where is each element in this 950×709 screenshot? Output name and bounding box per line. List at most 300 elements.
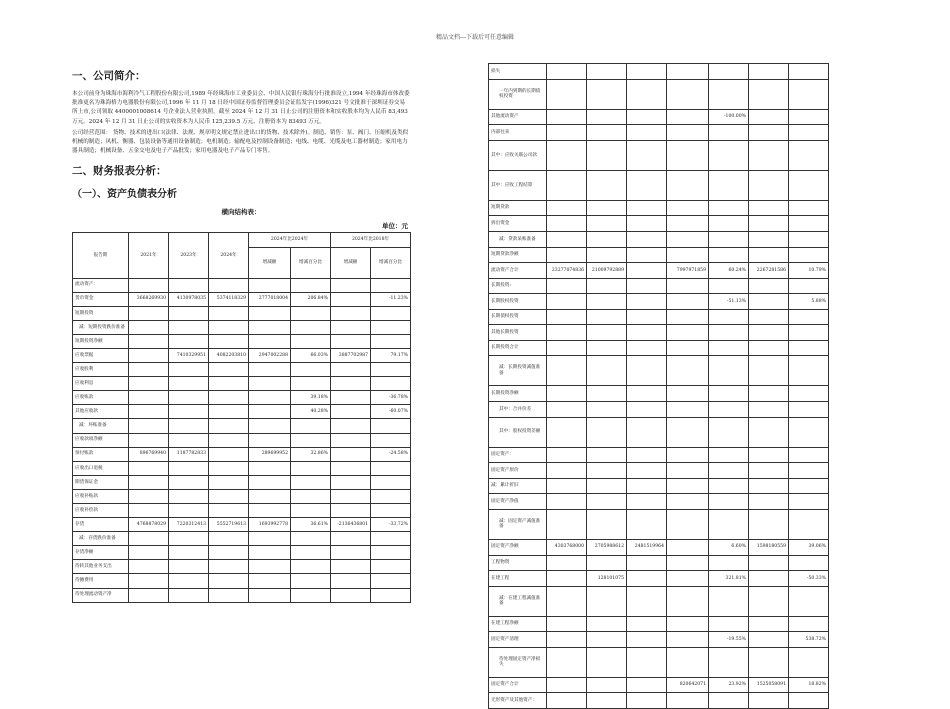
table-cell — [169, 306, 209, 320]
table-cell — [709, 79, 749, 109]
header-change-percent: 增减百分比 — [371, 247, 411, 278]
table-cell — [547, 586, 587, 616]
table-cell: -2136436801 — [331, 518, 371, 532]
table-cell — [789, 170, 829, 200]
row-label: 短期投资净额 — [73, 334, 129, 348]
row-label: 固定资产清理 — [489, 632, 547, 648]
table-cell — [667, 309, 709, 325]
row-label: 应收票据 — [73, 348, 129, 362]
table-cell — [331, 405, 371, 419]
table-cell — [547, 447, 587, 463]
table-row — [73, 447, 411, 461]
table-cell: 2777018004 — [249, 292, 291, 306]
table-cell — [331, 320, 371, 334]
header-period: 报告期 — [73, 233, 129, 278]
table-cell — [129, 461, 169, 475]
business-scope-paragraph: 公司经营范围： 货物、技术的进出口(法律、法规、规章明文规定禁止进出口的货物、技术除外)。制造、销售：泵、阀门、压缩机及类似机械的制造；风机、衡器、包装设备等通用设备制造；电机制造；输配电及控制设备制造；电线、电缆、光缆及电工器材制造；家用电力器具制造；机械设备、五金交电及电子产品批发；家用电器及电子产品专门零售。 — [72, 129, 409, 155]
table-cell — [749, 232, 789, 248]
table-row — [73, 588, 411, 602]
table-cell — [587, 677, 627, 693]
table-cell — [627, 586, 667, 616]
table-cell — [749, 616, 789, 632]
table-cell: 3887702987 — [331, 348, 371, 362]
table-cell — [749, 494, 789, 510]
table-cell — [331, 419, 371, 433]
table-cell — [587, 340, 627, 356]
section-title-financial: 二、财务报表分析： — [72, 165, 167, 178]
row-label: 在建工程 — [489, 571, 547, 587]
table-cell — [749, 447, 789, 463]
section-title-company: 一、公司简介： — [72, 70, 146, 82]
table-cell — [169, 419, 209, 433]
table-cell — [587, 64, 627, 80]
table-cell — [709, 509, 749, 539]
table-cell — [547, 125, 587, 141]
table-cell — [129, 433, 169, 447]
table-cell: 21009792889 — [587, 263, 627, 279]
table-cell — [371, 574, 411, 588]
row-label: 应收出口退税 — [73, 461, 129, 475]
table-cell: 7220312413 — [169, 518, 209, 532]
row-label: 减：存货跌价准备 — [73, 532, 129, 546]
table-cell: 79.17% — [371, 348, 411, 362]
table-cell — [547, 109, 587, 125]
row-label: 损失 — [489, 64, 547, 80]
table-cell — [709, 247, 749, 263]
table-cell — [749, 64, 789, 80]
table-cell — [627, 278, 667, 294]
table-cell: 896769940 — [129, 447, 169, 461]
table-cell: 66.03% — [291, 348, 331, 362]
table-cell — [627, 200, 667, 216]
table-cell — [209, 546, 249, 560]
table-cell — [587, 109, 627, 125]
table-cell — [249, 560, 291, 574]
table-cell — [547, 693, 587, 709]
table-cell — [709, 478, 749, 494]
row-label: 减：累计折旧 — [489, 478, 547, 494]
table-cell — [371, 334, 411, 348]
table-cell — [291, 377, 331, 391]
row-label: 其中：合并价差 — [489, 402, 547, 418]
table-cell — [627, 417, 667, 447]
table-cell — [587, 447, 627, 463]
row-label: 预付账款 — [73, 447, 129, 461]
table-cell — [587, 463, 627, 479]
table-cell — [709, 200, 749, 216]
table-cell — [749, 109, 789, 125]
table-cell — [209, 489, 249, 503]
header-change-amount: 增减额 — [331, 247, 371, 278]
row-label: 其他流动资产 — [489, 109, 547, 125]
table-row — [489, 386, 829, 402]
table-row — [73, 320, 411, 334]
table-cell — [331, 447, 371, 461]
table-cell — [547, 494, 587, 510]
table-cell — [371, 306, 411, 320]
table-cell: 4130978035 — [169, 292, 209, 306]
table-cell — [129, 504, 169, 518]
table-cell — [209, 334, 249, 348]
table-cell: 2947002288 — [249, 348, 291, 362]
table-cell — [709, 325, 749, 341]
left-column — [72, 68, 410, 603]
table-cell — [331, 292, 371, 306]
table-row — [489, 263, 829, 279]
table-cell — [789, 340, 829, 356]
table-cell — [749, 278, 789, 294]
row-label: 待摊费用 — [73, 574, 129, 588]
table-cell — [667, 140, 709, 170]
table-cell — [789, 616, 829, 632]
table-cell: 5.88% — [789, 294, 829, 310]
table-cell — [547, 509, 587, 539]
table-cell — [789, 325, 829, 341]
row-label: 减：坏账准备 — [73, 419, 129, 433]
table-row — [489, 109, 829, 125]
table-row — [489, 200, 829, 216]
table-cell — [789, 140, 829, 170]
table-cell — [709, 616, 749, 632]
table-cell — [587, 140, 627, 170]
table-cell — [587, 417, 627, 447]
table-row — [489, 340, 829, 356]
table-cell — [709, 386, 749, 402]
table-cell — [129, 348, 169, 362]
table-cell — [129, 278, 169, 292]
table-cell — [789, 509, 829, 539]
table-cell: 3668269930 — [129, 292, 169, 306]
table-cell — [627, 79, 667, 109]
table-cell — [709, 232, 749, 248]
table-cell — [209, 447, 249, 461]
table-cell: 4303768000 — [547, 539, 587, 555]
table-row — [489, 463, 829, 479]
table-cell — [749, 340, 789, 356]
table-cell — [709, 463, 749, 479]
table-cell: 60.24% — [709, 263, 749, 279]
table-cell — [371, 489, 411, 503]
table-cell — [371, 588, 411, 602]
table-cell — [209, 574, 249, 588]
table-cell — [587, 356, 627, 386]
table-cell — [627, 447, 667, 463]
table-cell: 4082203810 — [209, 348, 249, 362]
table-cell — [169, 405, 209, 419]
table-cell: 128101075 — [587, 571, 627, 587]
table-cell: 7997971859 — [667, 263, 709, 279]
table-cell — [291, 363, 331, 377]
table-cell — [547, 64, 587, 80]
row-label: 期货保证金 — [73, 475, 129, 489]
table-cell: -51.13% — [709, 294, 749, 310]
row-label: 长期投资: — [489, 278, 547, 294]
table-cell — [291, 334, 331, 348]
header-2021: 2021年 — [129, 233, 169, 278]
table-cell — [667, 509, 709, 539]
table-cell — [709, 216, 749, 232]
table-cell — [627, 340, 667, 356]
header-group-1: 2024年比2024年 — [249, 233, 331, 247]
table-cell: 6.60% — [709, 539, 749, 555]
table-cell — [209, 588, 249, 602]
table-cell — [749, 309, 789, 325]
table-cell — [129, 391, 169, 405]
table-cell — [627, 232, 667, 248]
table-cell — [667, 170, 709, 200]
table-cell — [547, 140, 587, 170]
table-cell: 40.28% — [291, 405, 331, 419]
table-cell — [587, 647, 627, 677]
table-cell — [627, 494, 667, 510]
table-cell — [749, 555, 789, 571]
table-cell — [709, 309, 749, 325]
table-cell: 10.79% — [789, 263, 829, 279]
table-cell — [667, 571, 709, 587]
table-cell — [547, 340, 587, 356]
table-cell — [627, 616, 667, 632]
table-cell — [627, 386, 667, 402]
table-cell — [667, 463, 709, 479]
table-cell — [667, 402, 709, 418]
table-cell — [331, 391, 371, 405]
table-cell — [169, 532, 209, 546]
table-cell — [169, 574, 209, 588]
table-cell: 1187782833 — [169, 447, 209, 461]
row-label: 长期投资合计 — [489, 340, 547, 356]
table-cell — [129, 532, 169, 546]
table-cell — [709, 64, 749, 80]
table-cell: -24.58% — [371, 447, 411, 461]
table-cell — [749, 586, 789, 616]
table-cell — [547, 463, 587, 479]
table-row — [489, 616, 829, 632]
table-cell — [789, 417, 829, 447]
table-cell — [547, 278, 587, 294]
table-cell — [331, 306, 371, 320]
table-cell — [587, 125, 627, 141]
table-cell: 36.61% — [291, 518, 331, 532]
table-cell — [709, 447, 749, 463]
table-cell — [627, 64, 667, 80]
table-cell — [291, 546, 331, 560]
table-cell — [749, 125, 789, 141]
table-cell — [169, 560, 209, 574]
table-cell — [749, 463, 789, 479]
table-cell — [789, 309, 829, 325]
table-cell — [129, 560, 169, 574]
table-cell: 2267281586 — [749, 263, 789, 279]
table-cell — [789, 693, 829, 709]
table-cell — [667, 356, 709, 386]
table-cell — [667, 64, 709, 80]
table-cell — [249, 461, 291, 475]
row-label: 应收账款 — [73, 391, 129, 405]
table-cell — [249, 419, 291, 433]
table-cell — [331, 532, 371, 546]
table-cell — [627, 632, 667, 648]
table-row — [73, 363, 411, 377]
balance-sheet-table-right — [488, 63, 829, 709]
table-cell — [169, 504, 209, 518]
table-row — [73, 405, 411, 419]
table-row — [489, 402, 829, 418]
table-cell — [371, 532, 411, 546]
table-cell: -33.72% — [371, 518, 411, 532]
table-cell: 39.18% — [291, 391, 331, 405]
table-cell — [789, 232, 829, 248]
table-cell — [667, 294, 709, 310]
table-cell — [209, 461, 249, 475]
table-cell — [627, 463, 667, 479]
table-row — [489, 478, 829, 494]
table-cell — [749, 170, 789, 200]
table-cell — [209, 278, 249, 292]
table-cell — [667, 247, 709, 263]
table-cell — [789, 586, 829, 616]
table-cell — [587, 247, 627, 263]
table-cell — [709, 693, 749, 709]
table-cell — [169, 334, 209, 348]
table-cell — [627, 356, 667, 386]
table-cell — [129, 363, 169, 377]
table-cell — [249, 391, 291, 405]
table-cell — [709, 125, 749, 141]
table-cell — [749, 356, 789, 386]
table-cell — [129, 334, 169, 348]
table-cell — [249, 320, 291, 334]
table-cell — [789, 278, 829, 294]
table-cell — [587, 294, 627, 310]
table-cell — [209, 377, 249, 391]
table-cell — [789, 356, 829, 386]
table-cell — [547, 170, 587, 200]
table-cell — [749, 693, 789, 709]
table-cell — [331, 461, 371, 475]
table-cell — [749, 294, 789, 310]
row-label: 应收补偿款 — [73, 504, 129, 518]
unit-label: 单位：元 — [382, 222, 408, 231]
table-row — [489, 356, 829, 386]
row-label: 应收股利 — [73, 363, 129, 377]
row-label: 其他长期投资 — [489, 325, 547, 341]
table-cell — [547, 200, 587, 216]
table-row — [73, 504, 411, 518]
table-cell — [331, 334, 371, 348]
table-cell — [547, 232, 587, 248]
table-cell — [789, 216, 829, 232]
table-cell — [627, 140, 667, 170]
table-cell — [789, 109, 829, 125]
balance-sheet-table-left — [72, 232, 411, 602]
table-cell — [709, 494, 749, 510]
table-cell — [627, 263, 667, 279]
table-cell — [291, 306, 331, 320]
table-cell — [789, 555, 829, 571]
table-cell: 23277074836 — [547, 263, 587, 279]
table-cell — [789, 125, 829, 141]
table-cell: 206.84% — [291, 292, 331, 306]
table-cell — [587, 386, 627, 402]
table-cell — [129, 306, 169, 320]
table-cell — [371, 320, 411, 334]
table-cell — [547, 647, 587, 677]
table-cell — [169, 391, 209, 405]
table-cell — [709, 402, 749, 418]
table-cell — [667, 386, 709, 402]
table-cell — [169, 588, 209, 602]
table-cell — [129, 320, 169, 334]
row-label: 长期股权投资 — [489, 294, 547, 310]
row-label: 待转其他业务支出 — [73, 560, 129, 574]
table-cell — [209, 306, 249, 320]
table-cell — [331, 363, 371, 377]
table-cell — [749, 647, 789, 677]
table-cell — [371, 278, 411, 292]
table-cell — [291, 504, 331, 518]
table-cell — [789, 478, 829, 494]
table-cell — [709, 356, 749, 386]
table-cell — [789, 247, 829, 263]
table-cell — [587, 478, 627, 494]
table-row — [489, 693, 829, 709]
table-cell — [209, 532, 249, 546]
table-cell — [749, 509, 789, 539]
table-cell — [667, 647, 709, 677]
subsection-title-balance-sheet: （一）、资产负债表分析 — [72, 189, 177, 201]
table-cell — [547, 216, 587, 232]
table-cell — [627, 294, 667, 310]
table-cell — [371, 419, 411, 433]
table-cell — [129, 574, 169, 588]
page-header: 精品文档---下载后可任意编辑 — [435, 34, 515, 41]
table-cell — [547, 325, 587, 341]
row-label: 长期投资净额 — [489, 386, 547, 402]
row-label: 其中：应收工程结算 — [489, 170, 547, 200]
row-label: 固定资产合计 — [489, 677, 547, 693]
row-label: 其他应收款 — [73, 405, 129, 419]
table-cell — [249, 532, 291, 546]
row-label: 固定资产净额 — [489, 539, 547, 555]
table-cell — [331, 546, 371, 560]
table-cell — [627, 170, 667, 200]
table-cell — [667, 109, 709, 125]
table-row — [73, 348, 411, 362]
row-label: 减：在建工程减值准备 — [489, 586, 547, 616]
table-cell — [627, 478, 667, 494]
row-label: 减：长期投资减值准备 — [489, 356, 547, 386]
table-cell — [587, 278, 627, 294]
table-row — [489, 571, 829, 587]
table-cell — [249, 588, 291, 602]
table-cell — [371, 504, 411, 518]
table-cell — [789, 402, 829, 418]
table-cell — [667, 478, 709, 494]
table-cell — [667, 693, 709, 709]
table-cell — [709, 647, 749, 677]
table-cell — [627, 677, 667, 693]
table-cell — [749, 632, 789, 648]
table-cell — [587, 555, 627, 571]
table-cell — [547, 417, 587, 447]
table-cell — [667, 232, 709, 248]
table-cell — [587, 402, 627, 418]
table-cell: -11.23% — [371, 292, 411, 306]
table-cell — [789, 386, 829, 402]
table-cell — [371, 433, 411, 447]
table-cell — [667, 79, 709, 109]
row-label: 减：贷款呆账准备 — [489, 232, 547, 248]
